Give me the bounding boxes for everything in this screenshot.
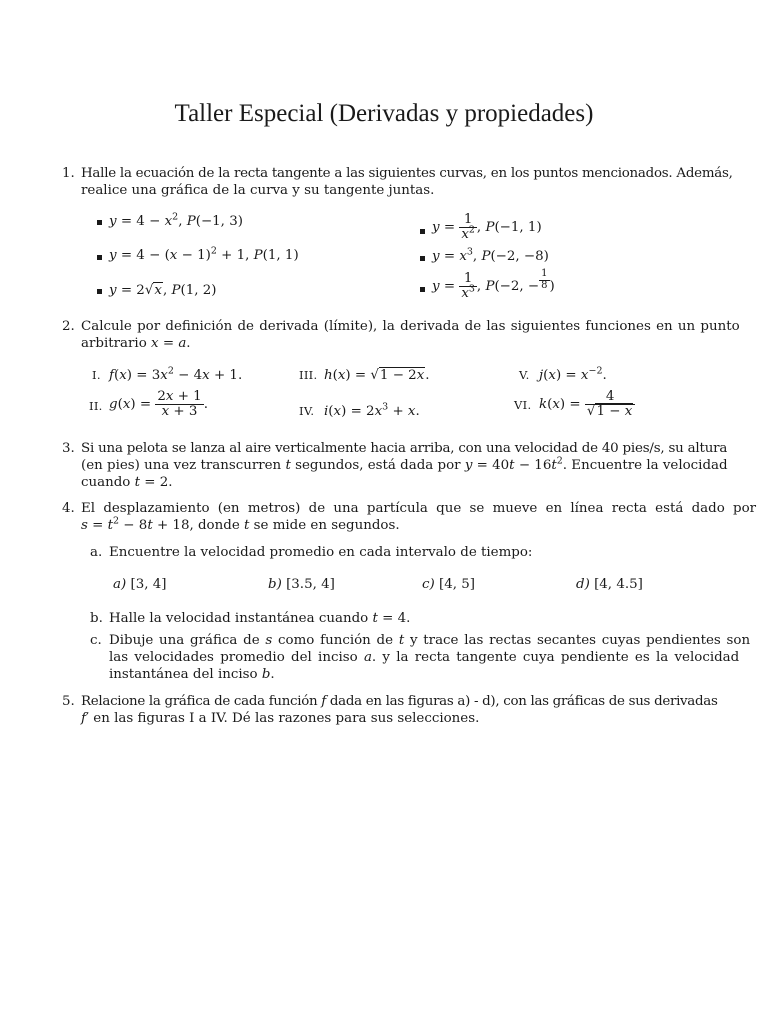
interval-item: a) [3, 4] xyxy=(113,577,167,592)
function-item: $i(x) = 2x^3 + x$. xyxy=(324,401,420,419)
bullet-icon xyxy=(420,287,425,292)
q4-text-line: $s = t^2 - 8t + 18$, donde t se mide en segundos. xyxy=(81,515,400,533)
subitem-label: c. xyxy=(90,633,102,648)
roman-label: I. xyxy=(92,368,101,382)
question-number: 5. xyxy=(62,694,75,709)
question-number: 3. xyxy=(62,441,75,456)
q3-text-line: Si una pelota se lanza al aire verticalmente hacia arriba, con una velocidad de 40 pies/s, su altura xyxy=(81,441,728,456)
bullet-icon xyxy=(97,255,102,260)
subitem-text: Halle la velocidad instantánea cuando t = 4. xyxy=(109,611,411,626)
roman-label: III. xyxy=(299,368,318,382)
roman-label: VI. xyxy=(514,398,532,412)
q1-text-line: Halle la ecuación de la recta tangente a las siguientes curvas, en los puntos mencionados. Además, xyxy=(81,166,733,181)
bullet-icon xyxy=(420,256,425,261)
question-number: 4. xyxy=(62,501,75,516)
list-item: $y = 4 - (x - 1)^2 + 1$, P(1, 1) xyxy=(109,245,299,263)
q5-text-line: Relacione la gráfica de cada función f dada en las figuras a) - d), con las gráficas de sus derivadas xyxy=(81,694,718,709)
subitem-label: a. xyxy=(90,545,103,560)
function-item: g(x) = $\frac{2x + 1}{x + 3}$ . xyxy=(109,388,208,419)
interval-item: b) [3.5, 4] xyxy=(268,577,335,592)
list-item: $y = x^3$, P(−2, −8) xyxy=(432,246,549,264)
interval-item: d) [4, 4.5] xyxy=(576,577,643,592)
q3-text-line: (en pies) una vez transcurren t segundos, está dada por $y = 40t - 16t^2$. Encuentre la velocidad xyxy=(81,455,728,473)
subitem-text: Encuentre la velocidad promedio en cada intervalo de tiempo: xyxy=(109,545,533,560)
q1-text-line: realice una gráfica de la curva y su tangente juntas. xyxy=(81,183,435,198)
q2-text-line: Calcule por definición de derivada (límite), la derivada de las siguientes funciones en un punto xyxy=(81,319,740,334)
interval-item: c) [4, 5] xyxy=(422,577,476,592)
subitem-text: las velocidades promedio del inciso a. y la recta tangente cuya pendiente es la velocidad xyxy=(109,650,740,665)
subitem-text: Dibuje una gráfica de s como función de t y trace las rectas secantes cuyas pendientes son xyxy=(109,633,751,648)
question-number: 2. xyxy=(62,319,75,334)
subitem-text: instantánea del inciso b. xyxy=(109,667,275,682)
page-title: Taller Especial (Derivadas y propiedades) xyxy=(174,100,594,127)
list-item: y = $\frac{1}{x^2}$ , P(−1, 1) xyxy=(432,211,542,242)
subitem-label: b. xyxy=(90,611,103,626)
q4-text-line: El desplazamiento (en metros) de una partícula que se mueve en línea recta está dado por xyxy=(81,501,757,516)
roman-label: IV. xyxy=(299,404,315,418)
bullet-icon xyxy=(97,220,102,225)
q5-text-line: f′ en las figuras I a IV. Dé las razones para sus selecciones. xyxy=(81,711,480,726)
bullet-icon xyxy=(97,289,102,294)
function-item: $f(x) = 3x^2 - 4x + 1$. xyxy=(109,365,243,383)
function-item: k(x) = $\frac{4}{√1 - x}$ xyxy=(539,385,635,425)
roman-label: II. xyxy=(89,399,103,413)
question-number: 1. xyxy=(62,166,75,181)
bullet-icon xyxy=(420,229,425,234)
list-item: y = 2√x, P(1, 2) xyxy=(109,283,217,298)
q3-text-line: cuando t = 2. xyxy=(81,475,173,490)
roman-label: V. xyxy=(519,368,530,382)
q2-text-line: arbitrario x = a. xyxy=(81,336,191,351)
list-item: y = $\frac{1}{x^3}$ , P(−2, − $\frac{1}{8}$ ) xyxy=(432,268,555,301)
list-item: $y = 4 - x^2$, P(−1, 3) xyxy=(109,211,243,229)
function-item: h(x) = √1 − 2x. xyxy=(324,368,430,383)
function-item: $j(x) = x^{-2}$. xyxy=(539,365,607,383)
